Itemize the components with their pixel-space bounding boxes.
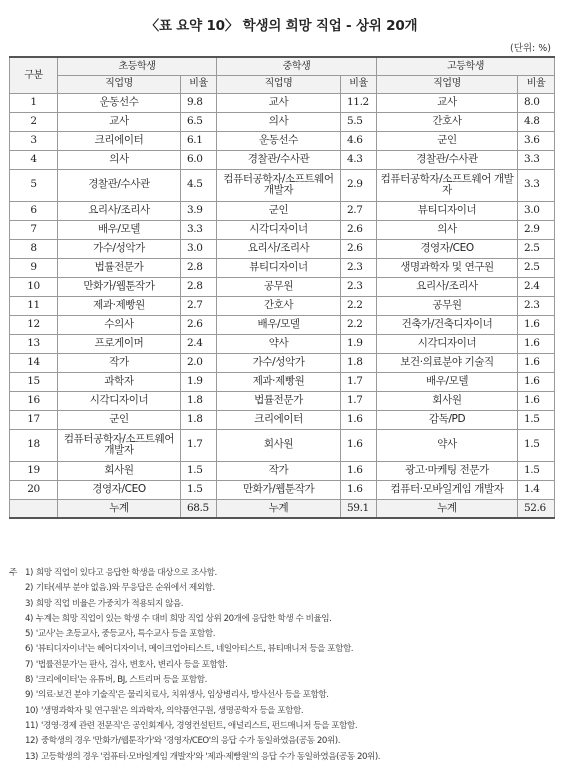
footnote-prefix: [9, 642, 25, 657]
job-name-header: 직업명: [58, 75, 181, 93]
job-name-cell: 크리에이터: [217, 410, 341, 429]
footnote-number: 2): [25, 583, 33, 594]
rate-cell: 1.5: [181, 461, 217, 480]
table-row: [10, 220, 555, 239]
footnote-text: '뷰티디자이너'는 헤어디자이너, 메이크업아티스트, 네일아티스트, 뷰티매니저 등을 포함함.: [35, 644, 354, 655]
rate-cell: 11.2: [341, 93, 377, 112]
job-name-cell: 법률전문가: [58, 258, 181, 277]
table-row: [10, 372, 555, 391]
rate-cell: 1.5: [181, 480, 217, 499]
rank-cell: 16: [10, 391, 58, 410]
group-header-high: 고등학생: [377, 57, 555, 75]
total-label: 누계: [377, 499, 518, 518]
footnote: [9, 673, 554, 688]
job-name-cell: 경찰관/수사관: [377, 150, 518, 169]
footnote: [9, 719, 554, 734]
job-name-cell: 공무원: [377, 296, 518, 315]
rate-cell: 3.0: [518, 201, 555, 220]
rate-cell: 1.7: [341, 391, 377, 410]
rank-cell: 9: [10, 258, 58, 277]
job-name-cell: 군인: [377, 131, 518, 150]
footnote-prefix: [9, 734, 25, 749]
job-name-cell: 수의사: [58, 315, 181, 334]
total-label: 누계: [217, 499, 341, 518]
footnote-prefix: [9, 612, 25, 627]
footnote-number: 9): [25, 690, 33, 701]
job-name-cell: 약사: [217, 334, 341, 353]
rank-cell: 6: [10, 201, 58, 220]
job-name-cell: 생명과학자 및 연구원: [377, 258, 518, 277]
rate-cell: 2.9: [518, 220, 555, 239]
job-name-cell: 뷰티디자이너: [377, 201, 518, 220]
job-name-cell: 컴퓨터공학자/소프트웨어 개발자: [217, 169, 341, 201]
rate-cell: 6.5: [181, 112, 217, 131]
footnote-prefix: [9, 750, 25, 765]
footnote-number: 7): [25, 659, 33, 670]
footnote: [9, 750, 554, 765]
total-label: 누계: [58, 499, 181, 518]
job-name-cell: 작가: [217, 461, 341, 480]
rate-cell: 1.4: [518, 480, 555, 499]
job-name-cell: 가수/성악가: [58, 239, 181, 258]
table-row: [10, 296, 555, 315]
table-row: [10, 410, 555, 429]
job-name-cell: 운동선수: [217, 131, 341, 150]
footnote-text: '생명과학자 및 연구원'은 의과학자, 의약품연구원, 생명공학자 등을 포함함.: [40, 705, 304, 716]
job-name-cell: 컴퓨터공학자/소프트웨어 개발자: [58, 429, 181, 461]
rate-cell: 1.8: [181, 391, 217, 410]
rank-cell: 4: [10, 150, 58, 169]
rank-cell: 8: [10, 239, 58, 258]
job-name-cell: 시각디자이너: [217, 220, 341, 239]
job-name-cell: 간호사: [217, 296, 341, 315]
footnote-prefix: [9, 581, 25, 596]
footnote: [9, 566, 554, 581]
table-row: [10, 429, 555, 461]
rank-cell: 3: [10, 131, 58, 150]
rate-cell: 1.8: [181, 410, 217, 429]
table-row: [10, 131, 555, 150]
rate-cell: 2.7: [341, 201, 377, 220]
job-name-header: 직업명: [377, 75, 518, 93]
job-name-cell: 광고·마케팅 전문가: [377, 461, 518, 480]
job-name-cell: 만화가/웹툰작가: [217, 480, 341, 499]
job-name-cell: 경영자/CEO: [377, 239, 518, 258]
table-row: [10, 112, 555, 131]
rate-cell: 1.5: [518, 410, 555, 429]
footnote-number: 1): [25, 568, 33, 578]
footnote: [9, 581, 554, 596]
total-row: [10, 499, 555, 518]
footnote: [9, 658, 554, 673]
footnote-prefix: [9, 688, 25, 703]
table-row: [10, 258, 555, 277]
job-name-header: 직업명: [217, 75, 341, 93]
rate-cell: 1.6: [518, 372, 555, 391]
rank-cell: 11: [10, 296, 58, 315]
rate-cell: 4.8: [518, 112, 555, 131]
rate-cell: 2.6: [181, 315, 217, 334]
table-row: [10, 169, 555, 201]
rate-cell: 1.6: [341, 480, 377, 499]
rate-cell: 2.5: [518, 239, 555, 258]
footnote-text: 누계는 희망 직업이 있는 학생 수 대비 희망 직업 상위 20개에 응답한 학생 수 비율임.: [35, 613, 332, 624]
job-name-cell: 제과·제빵원: [58, 296, 181, 315]
job-name-cell: 요리사/조리사: [377, 277, 518, 296]
rate-cell: 4.6: [341, 131, 377, 150]
job-name-cell: 운동선수: [58, 93, 181, 112]
footnote-text: 기타(세부 분야 없음.)와 무응답은 순위에서 제외함.: [35, 583, 215, 594]
rate-cell: 4.3: [341, 150, 377, 169]
footnote-number: 10): [25, 705, 38, 716]
rate-cell: 1.6: [341, 429, 377, 461]
rate-cell: 3.3: [518, 169, 555, 201]
table-row: [10, 461, 555, 480]
footnote-text: 고등학생의 경우 '컴퓨터·모바일게임 개발자'와 '제과·제빵원'의 응답 수가 동일하였음(공동 20위).: [40, 751, 381, 762]
footnote-number: 6): [25, 644, 33, 655]
footnote-number: 3): [25, 598, 33, 609]
footnote: [9, 627, 554, 642]
total-value: 59.1: [341, 499, 377, 518]
rate-cell: 1.6: [518, 334, 555, 353]
job-name-cell: 군인: [58, 410, 181, 429]
job-name-cell: 경찰관/수사관: [58, 169, 181, 201]
rate-cell: 2.2: [341, 296, 377, 315]
footnote-number: 12): [25, 736, 38, 747]
footnote: [9, 734, 554, 749]
job-name-cell: 교사: [377, 93, 518, 112]
rate-cell: 6.1: [181, 131, 217, 150]
footnote: [9, 704, 554, 719]
rate-header: 비율: [341, 75, 377, 93]
rate-cell: 6.0: [181, 150, 217, 169]
rate-cell: 1.6: [518, 391, 555, 410]
rank-cell: 2: [10, 112, 58, 131]
job-name-cell: 간호사: [377, 112, 518, 131]
job-name-cell: 만화가/웹툰작가: [58, 277, 181, 296]
footnote-text: '교사'는 초등교사, 중등교사, 특수교사 등을 포함함.: [35, 629, 216, 640]
total-value: 52.6: [518, 499, 555, 518]
rank-cell: 12: [10, 315, 58, 334]
job-name-cell: 회사원: [58, 461, 181, 480]
rank-cell: 14: [10, 353, 58, 372]
rate-cell: 2.0: [181, 353, 217, 372]
rate-cell: 2.9: [341, 169, 377, 201]
rate-header: 비율: [181, 75, 217, 93]
rate-cell: 2.4: [181, 334, 217, 353]
footnote-text: '법률전문가'는 판사, 검사, 변호사, 변리사 등을 포함함.: [35, 659, 228, 670]
job-name-cell: 건축가/건축디자이너: [377, 315, 518, 334]
table-row: [10, 277, 555, 296]
job-name-cell: 교사: [58, 112, 181, 131]
job-name-cell: 배우/모델: [377, 372, 518, 391]
rank-header: 구분: [10, 57, 58, 93]
job-name-cell: 법률전문가: [217, 391, 341, 410]
footnote-prefix: [9, 658, 25, 673]
rank-cell: 20: [10, 480, 58, 499]
rate-cell: 3.3: [518, 150, 555, 169]
rate-cell: 2.5: [518, 258, 555, 277]
footnote-text: 희망 직업이 있다고 응답한 학생을 대상으로 조사함.: [35, 568, 217, 578]
table-row: [10, 150, 555, 169]
rank-cell: 15: [10, 372, 58, 391]
rate-cell: 2.6: [341, 239, 377, 258]
rate-cell: 2.3: [341, 258, 377, 277]
rank-cell: 19: [10, 461, 58, 480]
footnote-text: '의료·보건 분야 기술직'은 물리치료사, 치위생사, 임상병리사, 방사선사 등을 포함함.: [35, 690, 329, 701]
rank-cell: 7: [10, 220, 58, 239]
job-name-cell: 의사: [58, 150, 181, 169]
rate-cell: 2.8: [181, 258, 217, 277]
rate-cell: 1.6: [518, 315, 555, 334]
rate-cell: 9.8: [181, 93, 217, 112]
table-row: [10, 315, 555, 334]
rate-cell: 2.2: [341, 315, 377, 334]
job-name-cell: 의사: [377, 220, 518, 239]
rate-cell: 1.6: [341, 410, 377, 429]
rate-cell: 1.7: [181, 429, 217, 461]
footnote-text: '경영·경제 관련 전문직'은 공인회계사, 경영컨설턴트, 애널리스트, 펀드매니저 등을 포함함.: [40, 720, 358, 731]
table-row: [10, 201, 555, 220]
job-name-cell: 경영자/CEO: [58, 480, 181, 499]
rate-cell: 2.6: [341, 220, 377, 239]
table-title: 〈표 요약 10〉 학생의 희망 직업 - 상위 20개: [145, 18, 418, 34]
rate-header: 비율: [518, 75, 555, 93]
job-name-cell: 시각디자이너: [58, 391, 181, 410]
job-name-cell: 요리사/조리사: [58, 201, 181, 220]
rate-cell: 2.4: [518, 277, 555, 296]
rank-cell: 1: [10, 93, 58, 112]
job-name-cell: 배우/모델: [217, 315, 341, 334]
rate-cell: 3.9: [181, 201, 217, 220]
total-value: 68.5: [181, 499, 217, 518]
job-name-cell: 회사원: [217, 429, 341, 461]
footnote-prefix: [9, 719, 25, 734]
footnotes: [9, 566, 554, 765]
job-name-cell: 교사: [217, 93, 341, 112]
rate-cell: 3.3: [181, 220, 217, 239]
total-rank-cell: [10, 499, 58, 518]
table-row: [10, 334, 555, 353]
job-name-cell: 과학자: [58, 372, 181, 391]
footnote-text: '크리에이터'는 유튜버, BJ, 스트리머 등을 포함함.: [35, 675, 207, 686]
job-name-cell: 배우/모델: [58, 220, 181, 239]
rate-cell: 2.7: [181, 296, 217, 315]
footnote: [9, 597, 554, 612]
job-name-cell: 감독/PD: [377, 410, 518, 429]
rate-cell: 2.3: [518, 296, 555, 315]
job-name-cell: 경찰관/수사관: [217, 150, 341, 169]
job-name-cell: 뷰티디자이너: [217, 258, 341, 277]
rate-cell: 3.6: [518, 131, 555, 150]
footnote-number: 4): [25, 613, 33, 624]
footnote-prefix: [9, 673, 25, 688]
rate-cell: 1.9: [341, 334, 377, 353]
footnote-prefix: 주: [9, 568, 17, 578]
rate-cell: 1.7: [341, 372, 377, 391]
job-name-cell: 공무원: [217, 277, 341, 296]
rate-cell: 1.5: [518, 461, 555, 480]
job-name-cell: 보건·의료분야 기술직: [377, 353, 518, 372]
table-row: [10, 480, 555, 499]
footnote: [9, 642, 554, 657]
footnote: [9, 688, 554, 703]
rank-cell: 18: [10, 429, 58, 461]
footnote-number: 11): [25, 720, 38, 731]
rate-cell: 1.6: [341, 461, 377, 480]
rate-cell: 1.6: [518, 353, 555, 372]
rate-cell: 2.3: [341, 277, 377, 296]
job-name-cell: 군인: [217, 201, 341, 220]
footnote-number: 8): [25, 675, 33, 686]
rate-cell: 1.9: [181, 372, 217, 391]
job-name-cell: 프로게이머: [58, 334, 181, 353]
job-name-cell: 가수/성악가: [217, 353, 341, 372]
job-ranking-table: [9, 56, 555, 519]
footnote-number: 13): [25, 751, 38, 762]
table-row: [10, 239, 555, 258]
job-name-cell: 시각디자이너: [377, 334, 518, 353]
rate-cell: 8.0: [518, 93, 555, 112]
unit-label: (단위: %): [509, 43, 551, 54]
table-row: [10, 353, 555, 372]
job-name-cell: 약사: [377, 429, 518, 461]
footnote-prefix: [9, 597, 25, 612]
footnote-prefix: [9, 627, 25, 642]
footnote-number: 5): [25, 629, 33, 640]
footnote-text: 희망 직업 비율은 가중치가 적용되지 않음.: [35, 598, 184, 609]
job-name-cell: 의사: [217, 112, 341, 131]
rate-cell: 4.5: [181, 169, 217, 201]
rank-cell: 17: [10, 410, 58, 429]
table-row: [10, 93, 555, 112]
job-name-cell: 제과·제빵원: [217, 372, 341, 391]
rank-cell: 10: [10, 277, 58, 296]
footnote-text: 중학생의 경우 '만화가/웹툰작가'와 '경영자/CEO'의 응답 수가 동일하였음(공동 20위).: [40, 736, 340, 747]
rate-cell: 2.8: [181, 277, 217, 296]
job-name-cell: 작가: [58, 353, 181, 372]
rate-cell: 1.5: [518, 429, 555, 461]
group-header-elementary: 초등학생: [58, 57, 217, 75]
rank-cell: 5: [10, 169, 58, 201]
job-name-cell: 컴퓨터공학자/소프트웨어 개발자: [377, 169, 518, 201]
rate-cell: 5.5: [341, 112, 377, 131]
rate-cell: 3.0: [181, 239, 217, 258]
footnote-prefix: [9, 704, 25, 719]
job-name-cell: 크리에이터: [58, 131, 181, 150]
job-name-cell: 컴퓨터·모바일게임 개발자: [377, 480, 518, 499]
job-name-cell: 요리사/조리사: [217, 239, 341, 258]
footnote: [9, 612, 554, 627]
group-header-middle: 중학생: [217, 57, 377, 75]
rank-cell: 13: [10, 334, 58, 353]
table-row: [10, 391, 555, 410]
rate-cell: 1.8: [341, 353, 377, 372]
job-name-cell: 회사원: [377, 391, 518, 410]
